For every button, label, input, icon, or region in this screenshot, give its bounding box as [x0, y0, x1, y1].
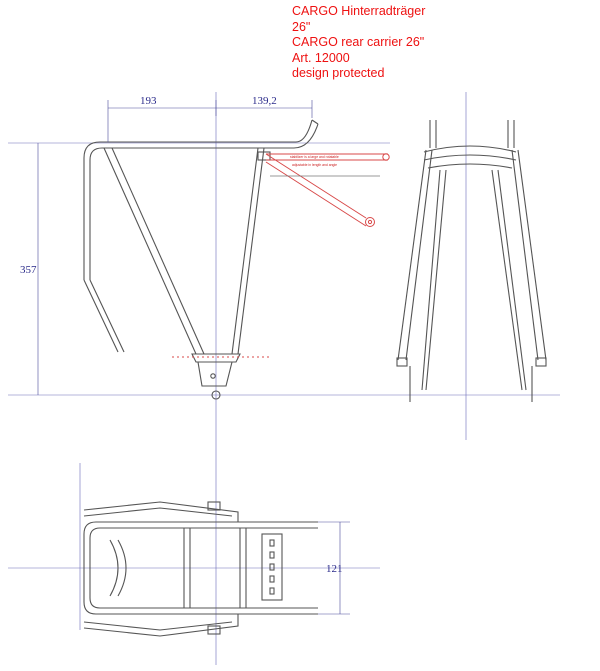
strut-note-1: stabilizer is a large and rotatable	[290, 155, 339, 159]
rear-view	[397, 120, 546, 402]
title-english: CARGO rear carrier 26"	[292, 35, 425, 49]
reference-lines	[8, 92, 560, 665]
dimension-357: 357	[20, 264, 37, 276]
side-view	[84, 120, 318, 399]
top-view	[84, 502, 350, 636]
stabilizer-strut	[266, 154, 389, 227]
protection-note: design protected	[292, 66, 385, 80]
title-german: CARGO Hinterradträger	[292, 4, 426, 18]
dimension-139: 139,2	[252, 95, 277, 107]
dimension-193: 193	[140, 95, 157, 107]
dimension-121: 121	[326, 563, 343, 575]
side-dimensions	[20, 95, 312, 395]
title-size: 26"	[292, 19, 311, 34]
article-number: Art. 12000	[292, 50, 350, 65]
strut-note-2: adjustable in length and angle	[292, 163, 338, 167]
